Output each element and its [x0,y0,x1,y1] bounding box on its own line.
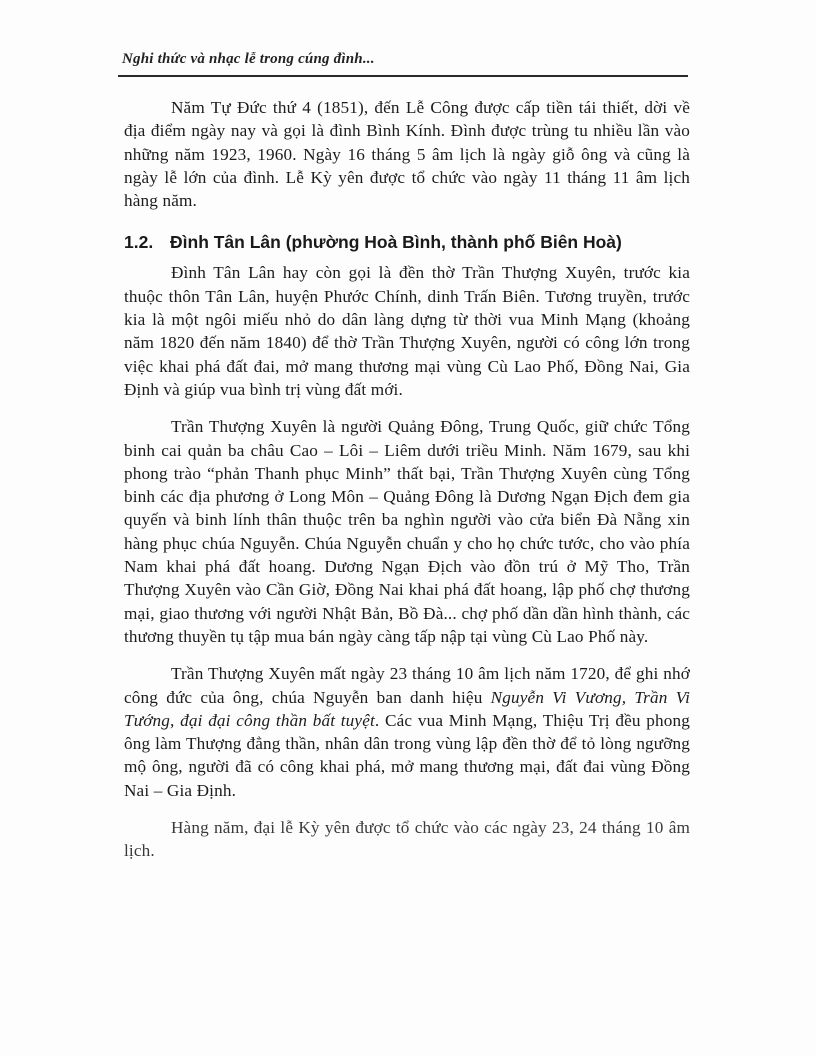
running-header: Nghi thức và nhạc lễ trong cúng đình... [122,51,375,67]
paragraph-binh-kinh-restoration: Năm Tự Đức thứ 4 (1851), đến Lễ Công được cấp tiền tái thiết, dời về địa điểm ngày nay và gọi là đình Bình Kính. Đình được trùng tu nhiều lần vào những năm 1923, 1960. Ngày 16 tháng 5 âm lịch là ngày giỗ ông và cũng là ngày lễ lớn của đình. Lễ Kỳ yên được tổ chức vào ngày 11 tháng 11 âm lịch hàng năm. [124,98,690,211]
paragraph-tran-thuong-xuyen-history: Trần Thượng Xuyên là người Quảng Đông, Trung Quốc, giữ chức Tổng binh cai quản ba châu Cao – Lôi – Liêm dưới triều Minh. Năm 1679, sau khi phong trào “phản Thanh phục Minh” thất bại, Trần Thượng Xuyên cùng Tổng binh các địa phương ở Long Môn – Quảng Đông là Dương Ngạn Địch đem gia quyến và binh lính thân thuộc trên ba nghìn người vào cửa biển Đà Nẵng xin hàng phục chúa Nguyễn. Chúa Nguyễn chuẩn y cho họ chức tước, cho vào phía Nam khai phá đất hoang. Dương Ngạn Địch vào đồn trú ở Mỹ Tho, Trần Thượng Xuyên vào Cần Giờ, Đồng Nai khai phá đất hoang, lập phố chợ thương mại, giao thương với người Nhật Bản, Bồ Đà... chợ phố dần dần hình thành, các thương thuyền tụ tập mua bán ngày càng tấp nập tại vùng Cù Lao Phố này. [124,417,690,646]
section-number: 1.2. [124,232,154,253]
section-heading [124,230,690,254]
paragraph-ky-yen-festival: Hàng năm, đại lễ Kỳ yên được tổ chức vào các ngày 23, 24 tháng 10 âm lịch. [124,818,690,861]
honors-text-after: . Các vua Minh Mạng, Thiệu Trị đều phong ông làm Thượng đẳng thần, nhân dân trong vùng lập đền thờ để tỏ lòng ngưỡng mộ ông, người đã có công khai phá, mở mang thương mại, đất đai vùng Đồng Nai – Gia Định. [124,710,690,800]
honors-text-before: Trần Thượng Xuyên mất ngày 23 tháng 10 âm lịch năm 1720, để ghi nhớ công đức của ông, chúa Nguyễn ban danh hiệu [124,664,690,707]
paragraph-tan-lan-intro: Đình Tân Lân hay còn gọi là đền thờ Trần Thượng Xuyên, trước kia thuộc thôn Tân Lân, huyện Phước Chính, dinh Trấn Biên. Tương truyền, trước kia là một ngôi miếu nhỏ do dân làng dựng từ thời vua Minh Mạng (khoảng năm 1820 đến năm 1840) để thờ Trần Thượng Xuyên, người có công lớn trong việc khai phá đất đai, mở mang thương mại vùng Cù Lao Phố, Đồng Nai, Gia Định và giúp vua bình trị vùng đất mới. [124,263,690,399]
section-title: Đình Tân Lân (phường Hoà Bình, thành phố Biên Hoà) [170,232,622,253]
paragraph-honors [124,662,690,802]
honors-title-italic: Nguyễn Vi Vương, Trần Vi Tướng, đại đại công thần bất tuyệt [124,687,690,730]
page-body [124,96,690,877]
header-rule [118,75,688,77]
